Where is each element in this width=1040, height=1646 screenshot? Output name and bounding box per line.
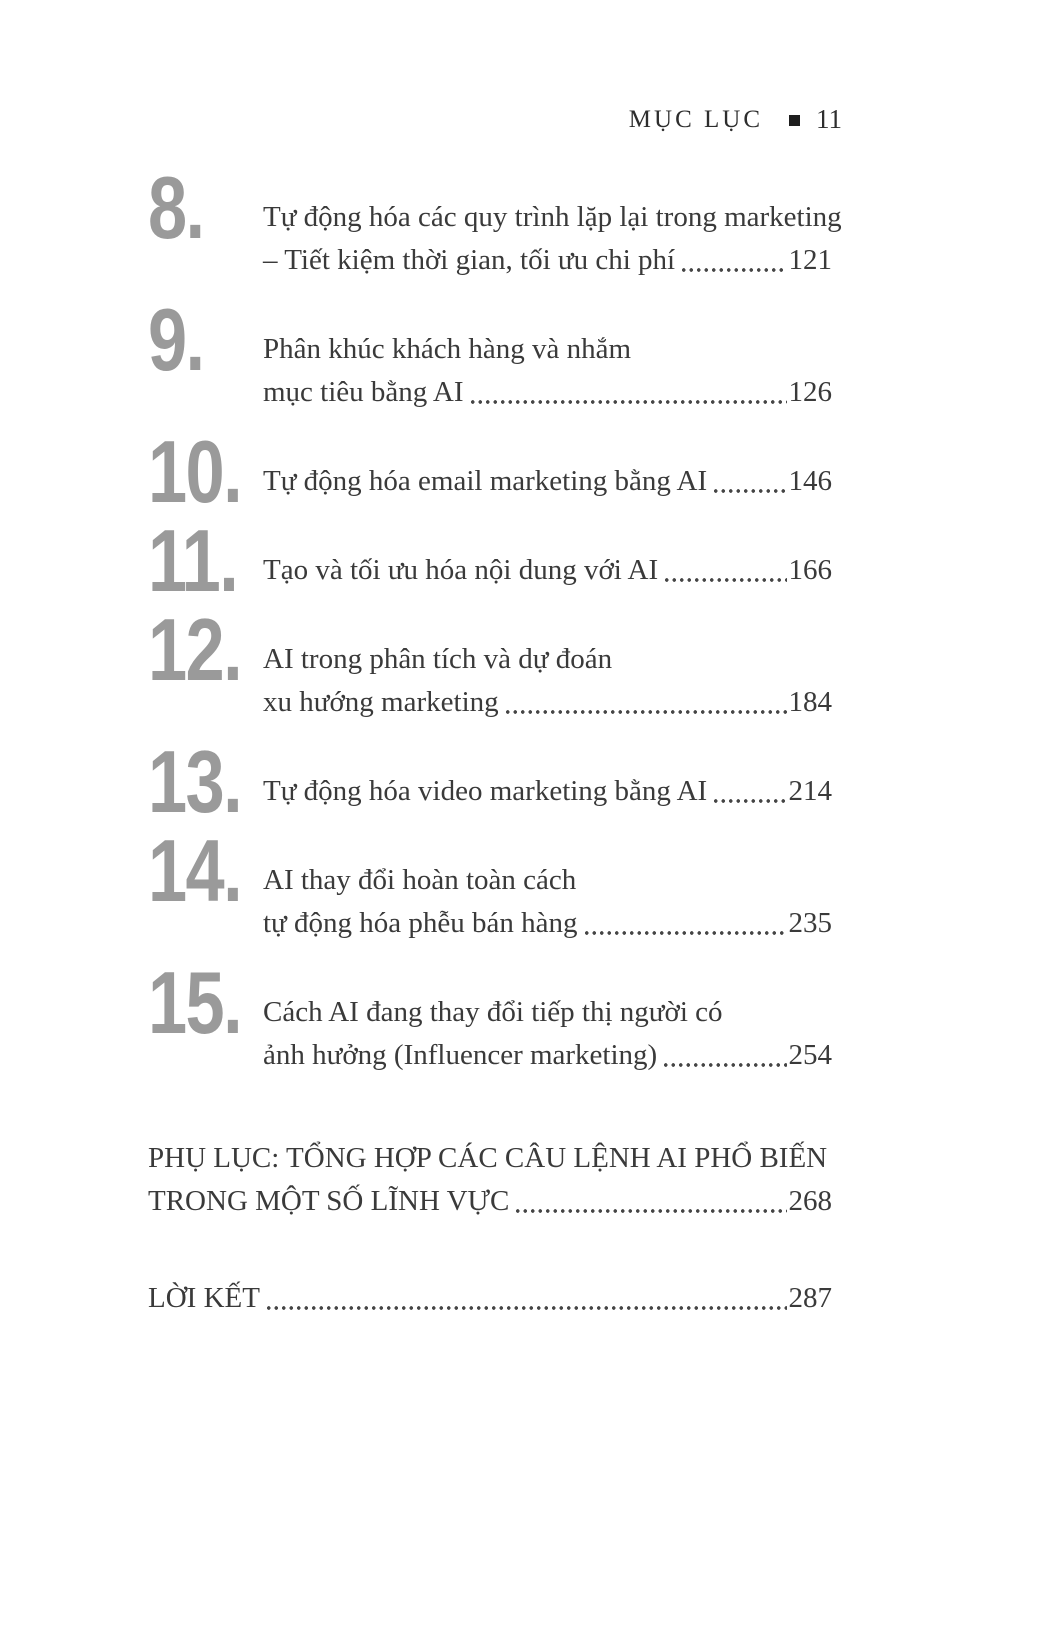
closing-page-number: 287 [788, 1282, 832, 1314]
chapter-entry-body [263, 549, 832, 592]
toc-entry-chapter-11 [148, 511, 832, 610]
chapter-page-number: 184 [788, 686, 832, 718]
chapter-page-number: 235 [788, 907, 832, 939]
toc-entry-chapter-8 [148, 158, 842, 282]
toc-entry-chapter-12 [148, 600, 832, 724]
chapter-title-leader-line [263, 549, 832, 592]
chapter-entry-body [263, 460, 832, 503]
chapter-entry-body [263, 859, 832, 945]
chapter-title-leader-line [263, 371, 832, 414]
chapter-number: 13. [148, 732, 242, 831]
chapter-title-line: Tự động hóa email marketing bằng AI [263, 465, 708, 497]
chapter-title-line: ảnh hưởng (Influencer marketing) [263, 1039, 658, 1071]
chapter-title-line: AI thay đổi hoàn toàn cách [263, 864, 577, 896]
chapter-title-line: Tự động hóa video marketing bằng AI [263, 775, 708, 807]
chapter-title-line: Tạo và tối ưu hóa nội dung với AI [263, 554, 659, 586]
dot-leader [583, 902, 787, 945]
appendix-title-line: TRONG MỘT SỐ LĨNH VỰC [148, 1185, 510, 1217]
closing-label: LỜI KẾT [148, 1282, 260, 1314]
table-of-contents [148, 158, 842, 1320]
appendix-title-line: PHỤ LỤC: TỔNG HỢP CÁC CÂU LỆNH AI PHỔ BIẾN [148, 1142, 828, 1174]
chapter-page-number: 146 [788, 465, 832, 497]
dot-leader [712, 770, 786, 813]
dot-leader [662, 1034, 786, 1077]
chapter-entry-body [263, 328, 832, 414]
toc-entry-appendix [148, 1137, 832, 1223]
chapter-number: 12. [148, 600, 242, 699]
chapter-title-line: AI trong phân tích và dự đoán [263, 643, 613, 675]
chapter-page-number: 121 [788, 244, 832, 276]
chapter-title-line: mục tiêu bằng AI [263, 376, 464, 408]
chapter-title-leader-line [263, 770, 832, 813]
toc-entry-chapter-13 [148, 732, 832, 831]
header-page-number: 11 [816, 104, 842, 134]
toc-entry-closing [148, 1277, 832, 1320]
dot-leader [680, 239, 786, 282]
chapter-entry-body [263, 991, 832, 1077]
chapter-number: 15. [148, 953, 242, 1052]
chapter-entry-body [263, 638, 832, 724]
closing-leader-line [148, 1277, 832, 1320]
chapter-title-line: tự động hóa phễu bán hàng [263, 907, 578, 939]
chapter-title-leader-line [263, 239, 832, 282]
chapter-title-line: xu hướng marketing [263, 686, 499, 718]
chapter-title-leader-line [263, 460, 832, 503]
toc-entry-chapter-10 [148, 422, 832, 521]
appendix-entry-body [148, 1137, 832, 1223]
dot-leader [712, 460, 786, 503]
appendix-page-number: 268 [788, 1185, 832, 1217]
toc-entry-chapter-9 [148, 290, 832, 414]
chapter-number: 14. [148, 821, 242, 920]
chapter-page-number: 214 [788, 775, 832, 807]
chapter-title-leader-line [263, 902, 832, 945]
toc-entry-chapter-14 [148, 821, 832, 945]
chapter-number: 8. [148, 158, 204, 257]
dot-leader [514, 1180, 786, 1223]
chapter-page-number: 166 [788, 554, 832, 586]
header-title: MỤC LỤC [628, 105, 763, 133]
chapter-title-line: – Tiết kiệm thời gian, tối ưu chi phí [263, 244, 676, 276]
chapter-title-line: Phân khúc khách hàng và nhắm [263, 333, 632, 365]
chapter-title-leader-line [263, 681, 832, 724]
page-header [629, 104, 842, 135]
closing-entry-body [148, 1277, 832, 1320]
chapter-entry-body [263, 196, 842, 282]
dot-leader [504, 681, 787, 724]
dot-leader [265, 1277, 787, 1320]
square-bullet-icon [789, 115, 800, 126]
dot-leader [469, 371, 787, 414]
dot-leader [663, 549, 786, 592]
chapter-page-number: 126 [788, 376, 832, 408]
chapter-number: 9. [148, 290, 204, 389]
toc-entry-chapter-15 [148, 953, 832, 1077]
chapter-title-line: Cách AI đang thay đổi tiếp thị người có [263, 996, 723, 1028]
chapter-page-number: 254 [788, 1039, 832, 1071]
chapter-entry-body [263, 770, 832, 813]
chapter-title-line: Tự động hóa các quy trình lặp lại trong marketing [263, 201, 842, 233]
chapter-number: 11. [148, 511, 238, 610]
appendix-title-leader-line [148, 1180, 832, 1223]
chapter-number: 10. [148, 422, 242, 521]
chapter-title-leader-line [263, 1034, 832, 1077]
